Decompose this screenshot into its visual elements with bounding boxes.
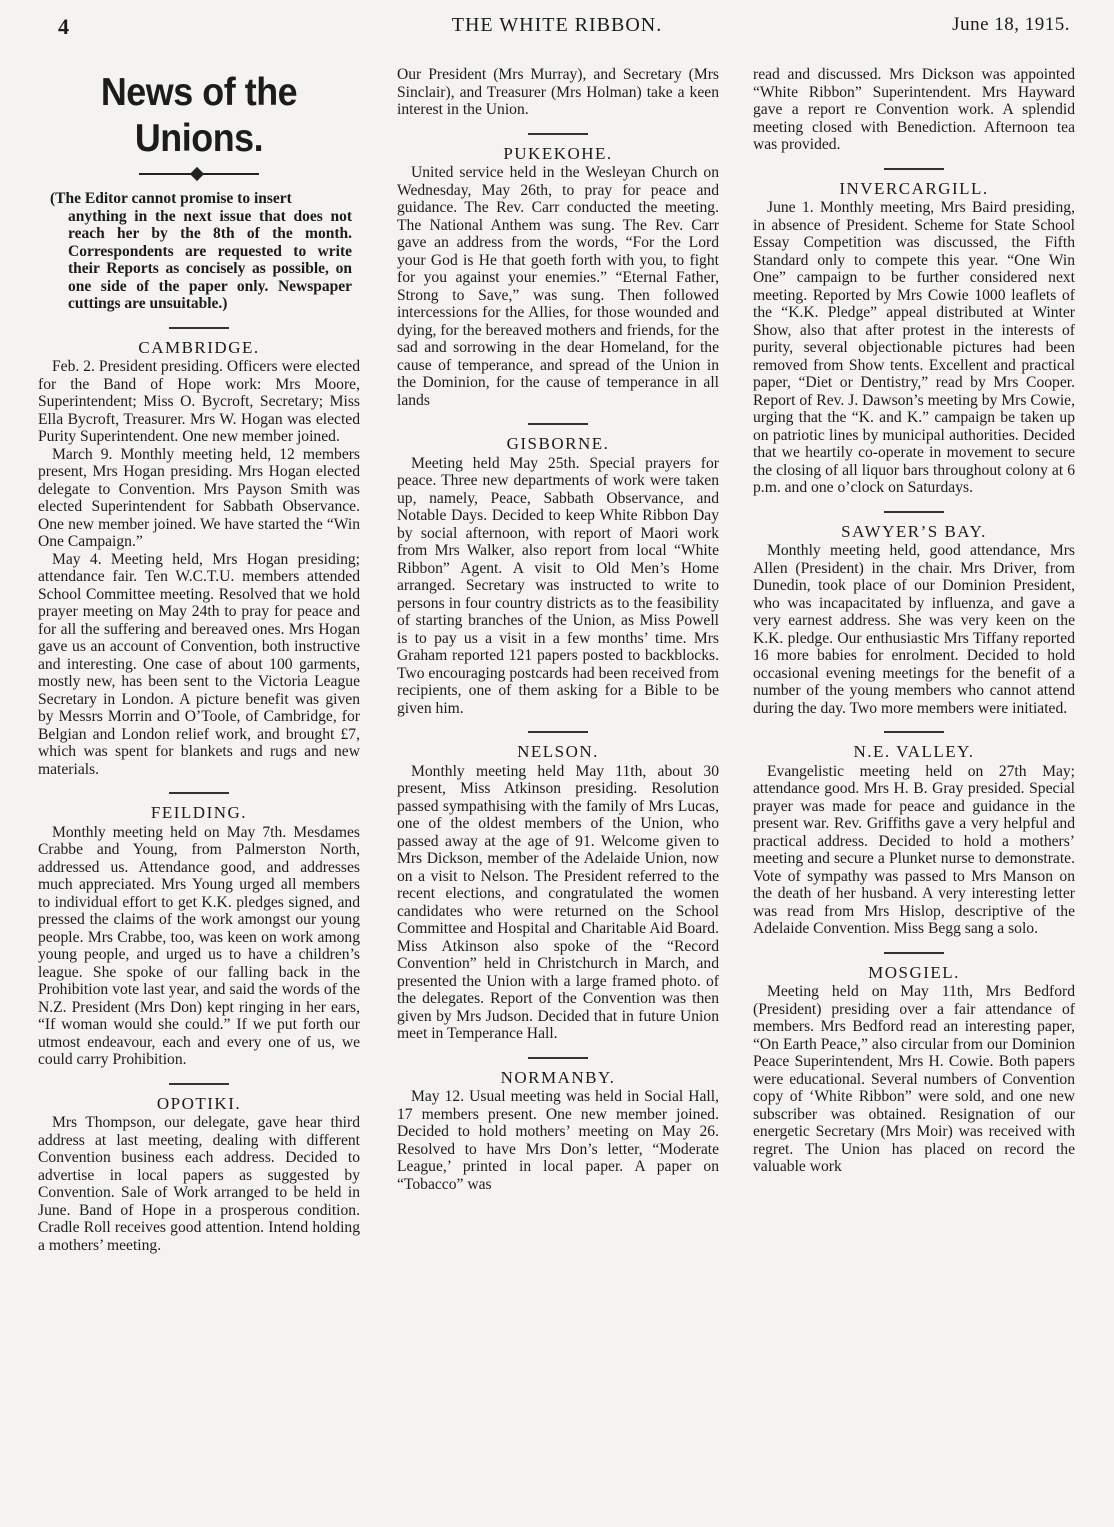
union-heading: NELSON. <box>517 742 599 761</box>
report-paragraph: Evangelistic meeting held on 27th May; attendance good. Mrs H. B. Gray presided. Special prayer was made for peace and guidance in the present war. Rev. Griffiths gave a very helpful and practical address. Decided to hold a mothers’ meeting and secure a Plunket nurse to demonstrate. Vote of sympathy was passed to Mrs Manson on the death of her husband. A very interesting letter was read from Mrs Hislop, descriptive of the Adelaide Convention. Miss Begg sang a solo. <box>753 762 1075 937</box>
union-heading: N.E. VALLEY. <box>853 742 975 761</box>
section-rule <box>528 731 588 733</box>
report-paragraph: Feb. 2. President presiding. Officers were elected for the Band of Hope work: Mrs Moore, Superintendent; Miss O. Bycroft, Secretary; Miss Ella Bycroft, Treasurer. Mrs W. Hogan was elected Purity Superintendent. One new member joined. <box>38 358 360 445</box>
report-paragraph: May 4. Meeting held, Mrs Hogan presiding; attendance fair. Ten W.C.T.U. members attended School Committee meeting. Resolved that we hold prayer meeting on May 24th to pray for peace and for all the suffering and bereaved ones. Mrs Hogan gave us an account of Convention, both instructive and interesting. One case of about 100 garments, mostly new, has been sent to the Victoria League Secretary in London. A picture benefit was given by Messrs Morrin and O’Toole, of Cambridge, for Belgian and London relief work, and brought £7, which was spent for blankets and rugs and new materials. <box>38 550 360 778</box>
report-paragraph: March 9. Monthly meeting held, 12 members present, Mrs Hogan presiding. Mrs Hogan elected delegate to Convention. Mrs Payson Smith was elected Superintendent for Sabbath Observance. One new member joined. We have started the “Win One Campaign.” <box>38 445 360 550</box>
union-report-continued <box>397 66 719 119</box>
column-3 <box>753 66 1075 1176</box>
section-rule <box>528 1057 588 1059</box>
section-rule <box>528 133 588 135</box>
union-report-invercargill <box>753 180 1075 497</box>
union-heading: NORMANBY. <box>500 1067 616 1087</box>
editor-note-body: anything in the next issue that does not reach her by the 8th of the month. Correspondents are requested to write their Reports as concisely as possible, on one side of the paper only. Newspaper cuttings are unsuitable.) <box>68 207 352 312</box>
union-report-n-e-valley <box>753 743 1075 938</box>
section-rule <box>528 423 588 425</box>
union-heading: CAMBRIDGE. <box>138 337 260 357</box>
union-report-sawyer-s-bay <box>753 523 1075 718</box>
running-head <box>0 10 1114 50</box>
union-heading: MOSGIEL. <box>868 962 960 982</box>
union-heading: PUKEKOHE. <box>503 143 613 163</box>
report-paragraph: Mrs Thompson, our delegate, gave hear third address at last meeting, dealing with different Convention business each address. Decided to advertise in local papers as suggested by Convention. Sale of Work arranged to be held in June. Band of Hope in a prosperous condition. Cradle Roll receives good attention. Intend holding a mothers’ meeting. <box>38 1114 360 1254</box>
report-paragraph: Meeting held May 25th. Special prayers for peace. Three new departments of work were taken up, namely, Peace, Sabbath Observance, and Notable Days. Decided to keep White Ribbon Day by social afternoon, with report of Maori work from Mrs Walker, also report from local “White Ribbon” Agent. A visit to Old Men’s Home arranged. Secretary was instructed to write to persons in four country districts as to the feasibility of starting branches of the Union, as Miss Powell is to pay us a visit in a few months’ time. Mrs Graham reported 121 papers posted to backblocks. Two encouraging postcards had been received from recipients, one of them asking for a Bible to be given him. <box>397 454 719 717</box>
section-rule <box>169 792 229 794</box>
union-heading: SAWYER’S BAY. <box>841 521 987 541</box>
report-paragraph: Meeting held on May 11th, Mrs Bedford (President) presiding over a fair attendance of members. Mrs Bedford read an interesting paper, “On Earth Peace,” also circular from our Dominion Peace Superintendent, Mrs H. Cowie. Both papers were educational. Several numbers of Convention copy of ‘White Ribbon” were sold, and one new subscriber was obtained. Resignation of our energetic Secretary (Mrs Moir) was received with regret. The Union has placed on record the valuable work <box>753 983 1075 1175</box>
union-report-gisborne <box>397 435 719 717</box>
union-heading: GISBORNE. <box>506 434 610 453</box>
page-title: News of the Unions. <box>100 71 298 160</box>
union-report-pukekohe <box>397 145 719 410</box>
section-rule <box>169 327 229 329</box>
report-paragraph: May 12. Usual meeting was held in Social Hall, 17 members present. One new member joined. Decided to hold mothers’ meeting on May 26. Resolved to have Mrs Don’s letter, “Moderate League,’ printed in local paper. A paper on “Tobacco” was <box>397 1088 719 1193</box>
section-rule <box>884 952 944 954</box>
page-number: 4 <box>58 14 69 39</box>
section-rule <box>884 731 944 733</box>
report-paragraph: Monthly meeting held, good attendance, Mrs Allen (President) in the chair. Mrs Driver, from Dunedin, took place of our Dominion President, who was incapacitated by influenza, and gave a very earnest address. She was very keen on the K.K. pledge. Our enthusiastic Mrs Tiffany reported 16 more babies for enrolment. Decided to hold occasional evening meetings for the benefit of a number of the young members who cannot attend during the day. Two more members were initiated. <box>753 542 1075 717</box>
union-report-opotiki <box>38 1095 360 1255</box>
journal-title: THE WHITE RIBBON. <box>451 14 663 36</box>
editor-note <box>38 190 360 313</box>
union-heading: OPOTIKI. <box>156 1093 242 1113</box>
union-report-cambridge <box>38 339 360 779</box>
union-heading: FEILDING. <box>150 803 248 822</box>
union-heading: INVERCARGILL. <box>839 178 989 198</box>
column-2 <box>397 66 719 1193</box>
section-rule <box>169 1083 229 1085</box>
section-rule <box>884 511 944 513</box>
union-report-continued <box>753 66 1075 154</box>
editor-note-first-line: (The Editor cannot promise to insert <box>50 190 292 207</box>
report-paragraph: Monthly meeting held May 11th, about 30 present, Miss Atkinson presiding. Resolution passed sympathising with the family of Mrs Lucas, one of the oldest members of the Union, who passed away at the age of 91. Welcome given to Mrs Dickson, member of the Adelaide Union, now on a visit to Nelson. The President referred to the recent elections, and congratulated the women candidates who were returned on the School Committee and Hospital and Charitable Aid Board. Miss Atkinson also spoke of the “Record Convention” held in Christchurch in March, and presented the Union with a large framed photo. of the delegates. Report of the Convention was then given by Mrs Judson. Decided that in future Union meet in Temperance Hall. <box>397 762 719 1042</box>
section-rule <box>884 168 944 170</box>
union-report-nelson <box>397 743 719 1043</box>
union-report-feilding <box>38 804 360 1069</box>
union-report-normanby <box>397 1069 719 1194</box>
union-report-mosgiel <box>753 964 1075 1176</box>
issue-date: June 18, 1915. <box>952 14 1070 35</box>
report-paragraph: United service held in the Wesleyan Church on Wednesday, May 26th, to pray for peace and guidance. The Rev. Carr conducted the meeting. The National Anthem was sung. The Rev. Carr gave an address from the words, “For the Lord your God is He that goeth forth with you, to fight for you against your enemies.” “Eternal Father, Strong to Save,” was sung. Then followed intercessions for the Allies, for those wounded and dying, for the bereaved mothers and friends, for the sad and sorrowing in the dear Homeland, for the cause of temperance, and spread of the Union in the Dominion, for the cause of temperance in all lands <box>397 164 719 409</box>
column-1 <box>38 66 360 1254</box>
title-ornament <box>139 170 259 178</box>
report-paragraph: Monthly meeting held on May 7th. Mesdames Crabbe and Young, from Palmerston North, addressed us. Attendance good, and addresses much appreciated. Mrs Young urged all members to individual effort to get K.K. pledges signed, and pressed the claims of the work amongst our young people. Mrs Crabbe, too, was keen on work among young people, and urged us to have a children’s league. She spoke of our falling back in the Prohibition vote last year, and said the words of the N.Z. President (Mrs Don) kept ringing in her ears, “If woman would she could.” If we put forth our utmost endeavour, each and every one of us, we could carry Prohibition. <box>38 823 360 1068</box>
report-paragraph: June 1. Monthly meeting, Mrs Baird presiding, in absence of President. Scheme for State School Essay Competition was discussed, the Fifth Standard only to compete this year. “One Win One” campaign to be further considered next meeting. Reported by Mrs Cowie 1000 leaflets of the “K.K. Pledge” appeal distributed at Winter Show, also that after protest in the interests of purity, several objectionable pictures had been removed from Show tents. Excellent and practical paper, “Diet or Dentistry,” read by Mrs Cooper. Report of Rev. J. Dawson’s meeting by Mrs Cowie, urging that the “K. and K.” campaign be taken up on patriotic lines by municipal authorities. Decided that we heartily co-operate in movement to secure the closing of all liquor bars throughout colony at 6 p.m. and one o’clock on Saturdays. <box>753 199 1075 496</box>
report-paragraph: Our President (Mrs Murray), and Secretary (Mrs Sinclair), and Treasurer (Mrs Holman) take a keen interest in the Union. <box>397 66 719 118</box>
report-paragraph: read and discussed. Mrs Dickson was appointed “White Ribbon” Superintendent. Mrs Hayward gave a report re Convention work. A splendid meeting closed with Benediction. Afternoon tea was provided. <box>753 66 1075 153</box>
